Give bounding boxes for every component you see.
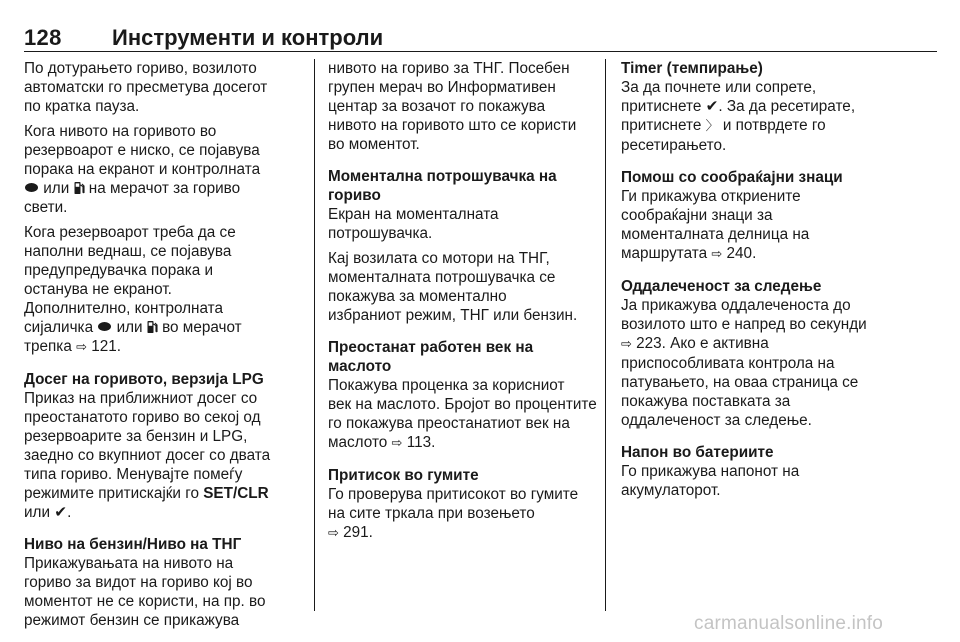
indicator-dot-icon <box>25 183 38 192</box>
section-heading: гориво <box>328 187 381 204</box>
text-line: Кај возилата со мотори на ТНГ, <box>328 250 550 267</box>
section-heading: Помош со сообраќајни знаци <box>621 169 843 186</box>
chevron-right-icon: 〉 <box>705 119 719 134</box>
text-line: го покажува преостанатиот век на <box>328 415 570 432</box>
text-line: режимите притискајќи го SET/CLR <box>24 485 269 502</box>
indicator-dot-icon <box>98 322 111 331</box>
text-line: наполни веднаш, се појавува <box>24 243 232 260</box>
text-line: трепка ⇨ 121. <box>24 338 122 355</box>
text-line: Кога резервоарот треба да се <box>24 224 236 241</box>
page-reference[interactable]: 291. <box>343 524 373 541</box>
paragraph <box>328 249 604 325</box>
paragraph <box>24 389 314 522</box>
section-heading: маслото <box>328 358 392 375</box>
text-line: нивото на горивото што се користи <box>328 117 577 134</box>
text-line: Покажува проценка за корисниот <box>328 377 565 394</box>
text-line: моменталната потрошувачка се <box>328 269 556 286</box>
text-line: Екран на моменталната <box>328 206 499 223</box>
text-line: гориво за видот на гориво кој во <box>24 574 253 591</box>
text-line: Кога нивото на горивото во <box>24 123 217 140</box>
page-reference[interactable]: 113. <box>406 434 436 451</box>
column-1 <box>24 59 314 630</box>
text-line: сијаличка или во мерачот <box>24 319 242 336</box>
text-line: нивото на гориво за ТНГ. Посебен <box>328 60 570 77</box>
text-line: Го проверува притисокот во гумите <box>328 486 579 503</box>
section-heading: Ниво на бензин/Ниво на ТНГ <box>24 536 242 553</box>
paragraph <box>328 376 604 453</box>
section-heading: Timer (темпирање) <box>621 60 763 77</box>
checkmark-icon: ✔ <box>54 504 68 521</box>
page-number: 128 <box>24 25 62 50</box>
text-line: покажува поставката за <box>621 393 791 410</box>
text-line: по кратка пауза. <box>24 98 140 115</box>
watermark: carmanualsonline.info <box>694 613 884 634</box>
paragraph <box>621 296 897 430</box>
text-line: По дотурањето гориво, возилото <box>24 60 257 77</box>
text-line: центар за возачот го покажува <box>328 98 546 115</box>
text-line: на сите тркала при возењето <box>328 505 535 522</box>
text-line: приспособливата контрола на <box>621 355 835 372</box>
text-line: во моментот. <box>328 136 420 153</box>
paragraph <box>328 59 604 154</box>
text-line: возилото што е напред во секунди <box>621 316 867 333</box>
paragraph <box>24 554 314 630</box>
text-line: патувањето, на оваа страница се <box>621 374 859 391</box>
text-line: Прикажувањата на нивото на <box>24 555 234 572</box>
checkmark-icon: ✔ <box>705 98 719 115</box>
fuel-pump-icon <box>74 181 85 195</box>
button-name: SET/CLR <box>203 485 269 502</box>
section-heading: Преостанат работен век на <box>328 339 534 356</box>
paragraph <box>621 78 897 155</box>
text-line: моменталната делница на <box>621 226 810 243</box>
page-title: Инструменти и контроли <box>112 25 384 50</box>
text-line: маслото ⇨ 113. <box>328 434 436 451</box>
text-line: режимот бензин се прикажува <box>24 612 240 629</box>
text-line: оддалеченост за следење. <box>621 412 812 429</box>
column-3 <box>621 59 897 500</box>
text-line: или на мерачот за гориво <box>24 179 314 198</box>
page-reference[interactable]: 240. <box>726 245 757 262</box>
paragraph <box>328 485 604 543</box>
reference-arrow-icon: ⇨ <box>391 436 403 451</box>
text-line: Приказ на приближниот досег со <box>24 390 258 407</box>
text-line: автоматски го пресметува досегот <box>24 79 268 96</box>
text-line: Го прикажува напонот на <box>621 463 800 480</box>
text-line: избраниот режим, ТНГ или бензин. <box>328 307 578 324</box>
section-heading: Оддалеченост за следење <box>621 278 822 295</box>
text-line: или ✔. <box>24 504 72 521</box>
paragraph <box>24 122 314 217</box>
text-line: маршрутата ⇨ 240. <box>621 245 757 262</box>
text-line <box>328 523 604 543</box>
text-line: За да почнете или сопрете, <box>621 79 817 96</box>
paragraph <box>621 187 897 264</box>
text-line: Ја прикажува оддалеченоста до <box>621 297 851 314</box>
section-heading: Моментална потрошувачка на <box>328 168 557 185</box>
text-line: резервоарот е ниско, се појавува <box>24 142 260 159</box>
text-line <box>621 334 897 354</box>
text-line: порака на екранот и контролната <box>24 161 261 178</box>
text-line: групен мерач во Информативен <box>328 79 556 96</box>
page-reference[interactable]: 121. <box>91 338 122 355</box>
column-2 <box>328 59 604 543</box>
text-line: потрошувачка. <box>328 225 433 242</box>
page-reference[interactable]: 223. Ако е активна <box>636 335 769 352</box>
text-line: акумулаторот. <box>621 482 721 499</box>
text-line: останува не екранот. <box>24 281 172 298</box>
paragraph <box>24 59 314 116</box>
text-line: притиснете 〉 и потврдете го <box>621 117 826 134</box>
fuel-pump-icon <box>147 320 158 334</box>
text-line: преостанатото гориво во секој од <box>24 409 261 426</box>
section-heading: Напон во батериите <box>621 444 774 461</box>
text-line: Дополнително, контролната <box>24 300 224 317</box>
page-header <box>24 22 937 52</box>
paragraph <box>328 205 604 243</box>
reference-arrow-icon: ⇨ <box>328 526 339 541</box>
section-heading: Притисок во гумите <box>328 467 479 484</box>
text-line: сообраќајни знаци за <box>621 207 773 224</box>
reference-arrow-icon: ⇨ <box>621 337 632 352</box>
reference-arrow-icon: ⇨ <box>76 340 87 355</box>
text-line: Ги прикажува откриените <box>621 188 801 205</box>
text-line: предупредувачка порака и <box>24 262 214 279</box>
column-divider <box>605 59 606 611</box>
text-line: резервоарите за бензин и LPG, <box>24 428 248 445</box>
text-line: притиснете ✔. За да ресетирате, <box>621 98 856 115</box>
text-line: типа гориво. Менувајте помеѓу <box>24 466 243 483</box>
text-line: заедно со вкупниот досег со двата <box>24 447 271 464</box>
text-line: век на маслото. Бројот во процентите <box>328 396 597 413</box>
paragraph <box>621 462 897 500</box>
text-line: покажува за моментално <box>328 288 507 305</box>
text-line: свети. <box>24 199 68 216</box>
text-line: моментот не се користи, на пр. во <box>24 593 266 610</box>
paragraph <box>24 223 314 357</box>
section-heading: Досег на горивото, верзија LPG <box>24 371 264 388</box>
column-divider <box>314 59 315 611</box>
reference-arrow-icon: ⇨ <box>711 247 723 262</box>
text-line: ресетирањето. <box>621 137 727 154</box>
